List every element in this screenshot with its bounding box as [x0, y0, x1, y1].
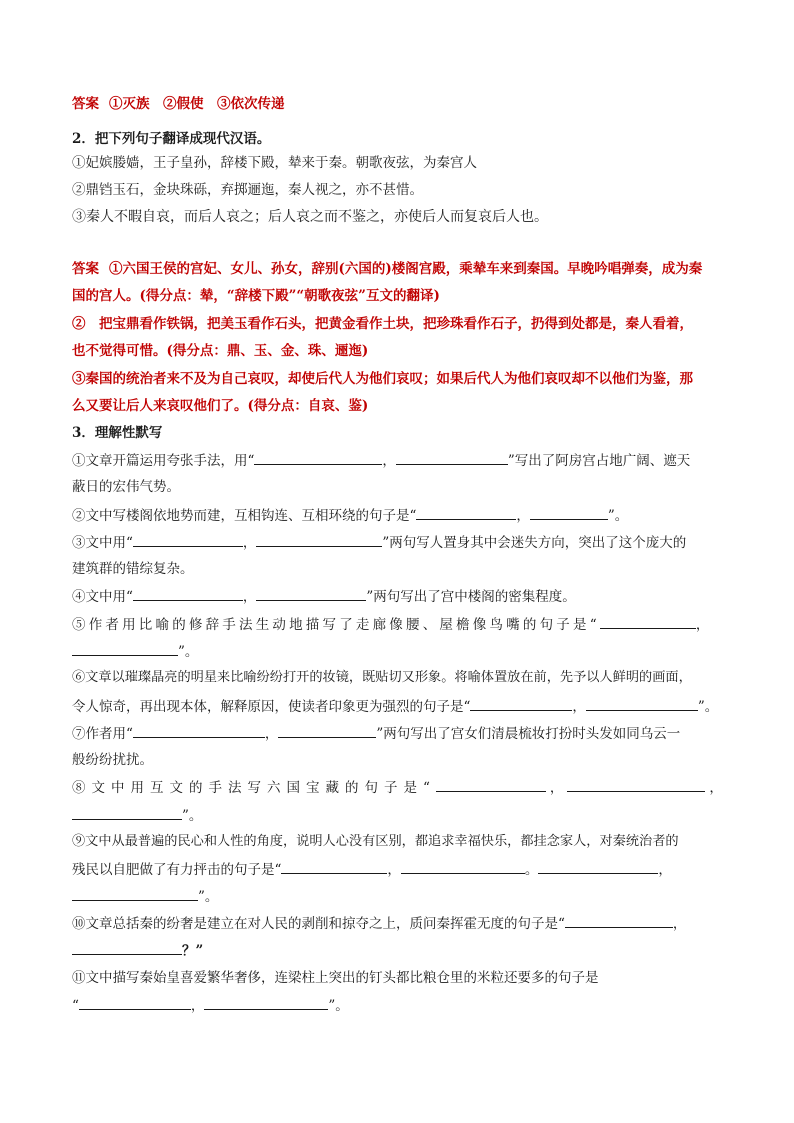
fill-q9-line-3 — [72, 886, 218, 907]
fill-blank[interactable] — [470, 696, 572, 711]
fill-q6-line-2 — [72, 696, 718, 717]
fill-q11-line-1: ⑪文中描写秦始皇喜爱繁华奢侈，连梁柱上突出的钉头都比粮仓里的米粒还要多的句子是 — [72, 970, 599, 986]
q5-text-c: ”。 — [178, 644, 199, 660]
fill-q7-line-2: 般纷纷扰扰。 — [72, 752, 153, 768]
q7-sep: ， — [264, 726, 279, 742]
answer-2-line-4: 也不觉得可惜。(得分点：鼎、玉、金、珠、逦迤) — [72, 343, 369, 359]
fill-blank[interactable] — [133, 586, 243, 601]
fill-blank[interactable] — [278, 723, 376, 738]
q8-sep-2: ， — [709, 780, 723, 796]
q9-text-f: ”。 — [198, 889, 219, 905]
fill-blank[interactable] — [600, 614, 696, 629]
q2-text-a: ②文中写楼阁依地势而建，互相钩连、互相环绕的句子是“ — [72, 508, 417, 524]
answer-2-line-1 — [72, 259, 702, 279]
q11-text-d: ”。 — [328, 998, 349, 1014]
fill-blank[interactable] — [401, 859, 525, 874]
q2-text-c: ”。 — [607, 508, 629, 524]
fill-q10-line-2 — [72, 940, 203, 961]
q6-sep: ， — [572, 699, 586, 715]
fill-q7-line-1 — [72, 723, 680, 744]
fill-blank[interactable] — [254, 450, 382, 465]
fill-blank[interactable] — [530, 505, 608, 520]
answer-line-1 — [72, 94, 285, 114]
q3-text-a: ③文中用“ — [72, 535, 133, 551]
fill-q5-line-1 — [72, 614, 709, 635]
q5-sep: ， — [695, 617, 710, 633]
sentence-2: ②鼎铛玉石，金块珠砾，弃掷逦迤，秦人视之，亦不甚惜。 — [72, 182, 423, 198]
fill-blank[interactable] — [567, 777, 705, 792]
q2-sep: ， — [516, 508, 530, 524]
q10-sep: ， — [672, 916, 687, 932]
fill-q5-line-2 — [72, 641, 198, 662]
q6-text-d: ”。 — [697, 699, 719, 715]
q10-text-c: ？” — [182, 943, 204, 959]
q1-text-c: ”写出了阿房宫占地广阔、遮天 — [507, 453, 691, 469]
answer-2-line-6: 么又要让后人来哀叹他们了。(得分点：自哀、鉴) — [72, 398, 369, 414]
q8-sep: ， — [549, 780, 564, 796]
fill-q9-line-1: ⑨文中从最普遍的民心和人性的角度，说明人心没有区别，都追求幸福快乐，都挂念家人，对秦统治者的 — [72, 834, 679, 849]
fill-blank[interactable] — [281, 859, 387, 874]
sentence-3: ③秦人不暇自哀，而后人哀之；后人哀之而不鉴之，亦使后人而复哀后人也。 — [72, 209, 548, 225]
fill-q3-line-2: 建筑群的错综复杂。 — [72, 561, 194, 577]
answer-tag: 答案 — [72, 96, 99, 112]
fill-blank[interactable] — [133, 723, 265, 738]
q8-text-d: ”。 — [182, 808, 203, 824]
fill-blank[interactable] — [72, 805, 182, 820]
q8-text-a: ⑧文中用互文的手法写六国宝藏的句子是“ — [72, 780, 436, 796]
fill-q8-line-2 — [72, 805, 202, 826]
fill-blank[interactable] — [256, 586, 366, 601]
q3-text-c: ”两句写人置身其中会迷失方向，突出了这个庞大的 — [382, 535, 687, 551]
q9-sep-3: ， — [658, 862, 672, 878]
q7-text-a: ⑦作者用“ — [72, 726, 133, 742]
question-3-heading: 3．理解性默写 — [72, 425, 163, 441]
question-2-heading: 2．把下列句子翻译成现代汉语。 — [72, 131, 271, 147]
q1-text-a: ①文章开篇运用夸张手法，用“ — [72, 453, 255, 469]
q4-text-a: ④文中用“ — [72, 589, 133, 605]
fill-q8-line-1 — [72, 777, 723, 798]
fill-q11-line-2 — [72, 995, 349, 1016]
q6-text-b: 令人惊奇，再出现本体，解释原因，使读者印象更为强烈的句子是“ — [72, 699, 471, 715]
q11-sep: ， — [190, 998, 205, 1014]
answer-2-line-5: ③秦国的统治者来不及为自己哀叹，却使后代人为他们哀叹；如果后代人为他们哀叹却不以他们为鉴，那 — [72, 371, 693, 387]
q9-sep-2: 。 — [524, 862, 539, 878]
fill-blank[interactable] — [396, 450, 508, 465]
answer-tag: 答案 — [72, 261, 99, 277]
q7-text-c: ”两句写出了宫女们清晨梳妆打扮时头发如同乌云一 — [376, 726, 681, 742]
q9-text-b: 残民以自肥做了有力抨击的句子是“ — [72, 862, 282, 878]
q4-text-c: ”两句写出了宫中楼阁的密集程度。 — [366, 589, 576, 605]
fill-q9-line-2 — [72, 859, 672, 880]
answer-text: ①六国王侯的宫妃、女儿、孙女，辞别(六国的)楼阁宫殿，乘辇车来到秦国。早晚吟唱弹奏，成为秦 — [109, 261, 703, 277]
fill-blank[interactable] — [416, 505, 516, 520]
fill-q1-line-2: 蔽日的宏伟气势。 — [72, 479, 180, 495]
fill-blank[interactable] — [256, 532, 382, 547]
fill-blank[interactable] — [72, 940, 182, 955]
fill-q4-line-1 — [72, 586, 576, 607]
sentence-1: ①妃嫔媵嫱，王子皇孙，辞楼下殿，辇来于秦。朝歌夜弦，为秦宫人 — [72, 155, 477, 171]
answer-2-line-2: 国的宫人。(得分点：辇，“辞楼下殿”“朝歌夜弦”互文的翻译) — [72, 288, 440, 304]
q10-text-a: ⑩文章总括秦的纷奢是建立在对人民的剥削和掠夺之上，质问秦挥霍无度的句子是“ — [72, 916, 565, 932]
fill-blank[interactable] — [72, 641, 178, 656]
q5-text-a: ⑤作者用比喻的修辞手法生动地描写了走廊像腰、屋檐像鸟嘴的句子是“ — [72, 617, 600, 633]
fill-blank[interactable] — [565, 913, 673, 928]
fill-q10-line-1 — [72, 913, 686, 934]
fill-q1-line-1 — [72, 450, 690, 471]
fill-blank[interactable] — [79, 995, 191, 1010]
fill-q2-line-1 — [72, 505, 628, 526]
fill-blank[interactable] — [72, 886, 198, 901]
fill-q3-line-1 — [72, 532, 686, 553]
fill-blank[interactable] — [586, 696, 698, 711]
fill-q6-line-1: ⑥文章以璀璨晶亮的明星来比喻纷纷打开的妆镜，既贴切又形象。将喻体置放在前，先予以人鲜明的画面， — [72, 670, 692, 685]
q4-sep: ， — [242, 589, 257, 605]
fill-blank[interactable] — [133, 532, 243, 547]
answer-2-line-3: ② 把宝鼎看作铁锅，把美玉看作石头，把黄金看作土块，把珍珠看作石子，扔得到处都是，秦人看着， — [72, 316, 693, 332]
fill-blank[interactable] — [204, 995, 328, 1010]
q1-sep: ， — [382, 453, 396, 469]
fill-blank[interactable] — [538, 859, 658, 874]
answer-text: ①灭族 ②假使 ③依次传递 — [109, 96, 285, 112]
fill-blank[interactable] — [436, 777, 546, 792]
q3-sep: ， — [242, 535, 257, 551]
q11-text-b: “ — [72, 998, 79, 1014]
q9-sep: ， — [387, 862, 401, 878]
